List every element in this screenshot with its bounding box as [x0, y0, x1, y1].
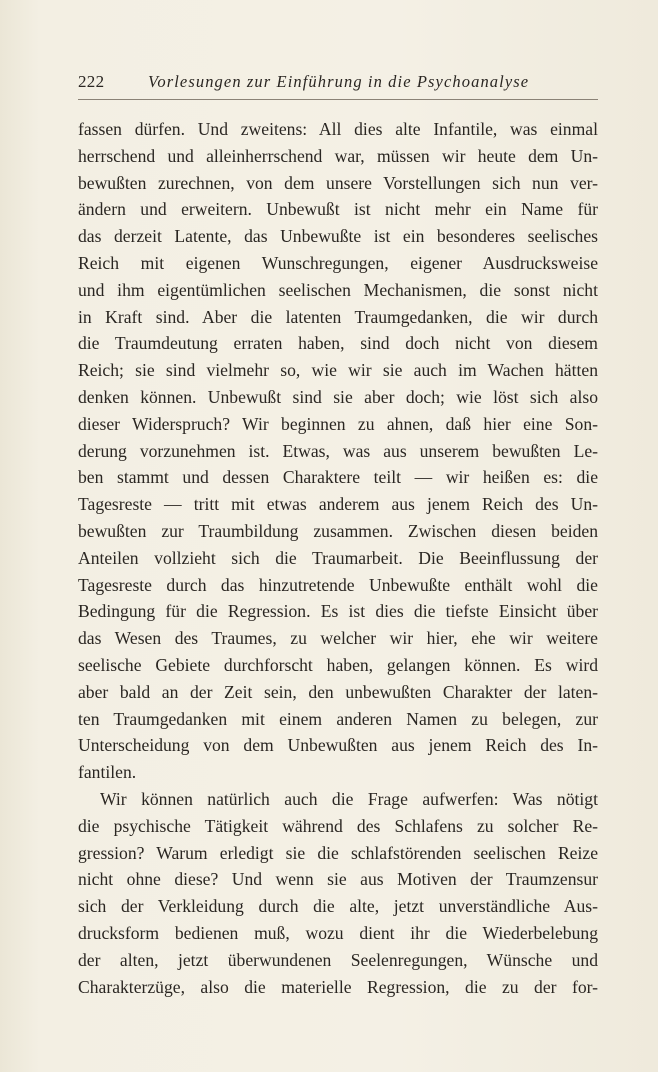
text-line: ten Traumgedanken mit einem anderen Namen zu belegen, zur: [78, 708, 598, 729]
text-line: sich der Verkleidung durch die alte, jetzt unverständliche Aus-: [78, 896, 598, 917]
text-line: dieser Widerspruch? Wir beginnen zu ahnen, daß hier eine Son-: [78, 413, 598, 434]
text-line: die Traumdeutung erraten haben, sind doch nicht von diesem: [78, 333, 598, 354]
text-line: ben stammt und dessen Charaktere teilt — wir heißen es: die: [78, 467, 598, 488]
header-rule: [78, 99, 598, 100]
body-text: [78, 116, 598, 1000]
text-line: die psychische Tätigkeit während des Schlafens zu solcher Re-: [78, 815, 598, 836]
running-title: Vorlesungen zur Einführung in die Psychoanalyse: [148, 72, 530, 91]
text-line: Wir können natürlich auch die Frage aufwerfen: Was nötigt: [100, 788, 598, 809]
text-line: Bedingung für die Regression. Es ist dies die tiefste Einsicht über: [78, 601, 598, 622]
text-line: und ihm eigentümlichen seelischen Mechanismen, die sonst nicht: [78, 279, 598, 300]
text-line: bewußten zur Traumbildung zusammen. Zwischen diesen beiden: [78, 520, 598, 541]
text-line: derung vorzunehmen ist. Etwas, was aus unserem bewußten Le-: [78, 440, 598, 461]
text-line: bewußten zurechnen, von dem unsere Vorstellungen sich nun ver-: [78, 172, 598, 193]
text-line: Anteilen vollzieht sich die Traumarbeit. Die Beeinflussung der: [78, 547, 598, 568]
text-line: herrschend und alleinherrschend war, müssen wir heute dem Un-: [78, 145, 598, 166]
text-line: Reich mit eigenen Wunschregungen, eigener Ausdrucksweise: [78, 252, 598, 273]
text-line: der alten, jetzt überwundenen Seelenregungen, Wünsche und: [78, 949, 598, 970]
text-line: fassen dürfen. Und zweitens: All dies alte Infantile, was einmal: [78, 119, 598, 139]
text-line: nicht ohne diese? Und wenn sie aus Motiven der Traumzensur: [78, 869, 598, 890]
text-line: denken können. Unbewußt sind sie aber doch; wie löst sich also: [78, 386, 598, 407]
paragraph-1: [78, 116, 598, 786]
text-line: Tagesreste — tritt mit etwas anderem aus jenem Reich des Un-: [78, 494, 598, 515]
text-line: Unterscheidung von dem Unbewußten aus jenem Reich des In-: [78, 735, 598, 756]
text-line: das derzeit Latente, das Unbewußte ist ein besonderes seelisches: [78, 226, 598, 247]
text-line: drucksform bedienen muß, wozu dient ihr die Wiederbelebung: [78, 922, 598, 943]
text-line: fantilen.: [78, 762, 137, 783]
running-header: [78, 72, 598, 100]
text-line: seelische Gebiete durchforscht haben, gelangen können. Es wird: [78, 654, 598, 675]
text-line: Reich; sie sind vielmehr so, wie wir sie auch im Wachen hätten: [78, 360, 598, 381]
text-line: Charakterzüge, also die materielle Regression, die zu der for-: [78, 976, 598, 997]
text-line: gression? Warum erledigt sie die schlafstörenden seelischen Reize: [78, 842, 598, 863]
text-line: ändern und erweitern. Unbewußt ist nicht mehr ein Name für: [78, 199, 598, 220]
paragraph-2: [78, 786, 598, 1000]
text-line: aber bald an der Zeit sein, den unbewußten Charakter der laten-: [78, 681, 598, 702]
text-line: in Kraft sind. Aber die latenten Traumgedanken, die wir durch: [78, 306, 598, 327]
page-number: 222: [78, 72, 105, 91]
text-line: Tagesreste durch das hinzutretende Unbewußte enthält wohl die: [78, 574, 598, 595]
text-line: das Wesen des Traumes, zu welcher wir hier, ehe wir weitere: [78, 628, 598, 649]
